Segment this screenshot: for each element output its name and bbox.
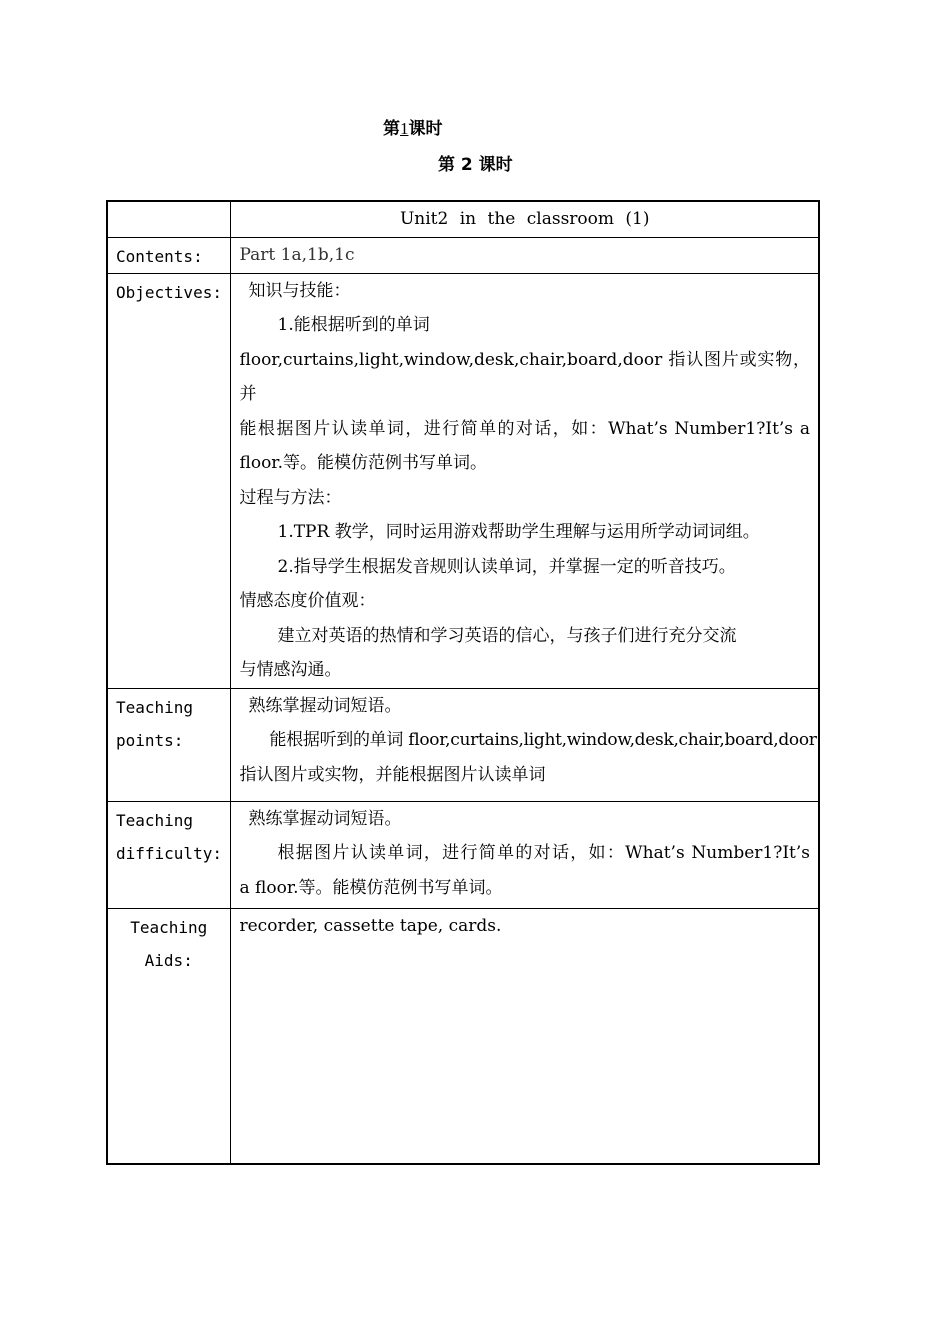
title-label-cell: [107, 201, 230, 237]
objectives-section1-line4: floor.等。能模仿范例书写单词。: [239, 453, 487, 473]
objectives-section3-line2: 与情感沟通。: [239, 660, 342, 680]
teaching-points-label-line2: points:: [116, 730, 184, 750]
lesson-heading-number: 1: [400, 119, 409, 138]
teaching-difficulty-line3: a floor.等。能模仿范例书写单词。: [239, 877, 503, 898]
contents-row: [107, 237, 819, 273]
teaching-points-row: [107, 688, 819, 801]
teaching-aids-value: recorder, cassette tape, cards.: [230, 908, 819, 1164]
teaching-points-content: [230, 688, 819, 801]
objectives-section2-item1: 1.TPR 教学，同时运用游戏帮助学生理解与运用所学动词词组。: [277, 522, 760, 542]
teaching-aids-row: [107, 908, 819, 1164]
objectives-section1-line2: floor,curtains,light,window,desk,chair,board,door 指认图片或实物，并: [239, 349, 810, 404]
teaching-aids-label-line1: Teaching: [130, 917, 208, 937]
objectives-section1-item1: 1.能根据听到的单词: [277, 315, 430, 335]
teaching-points-line1: 熟练掌握动词短语。: [248, 695, 402, 716]
teaching-difficulty-label-line1: Teaching: [116, 810, 194, 830]
lesson-heading-2: 第 2 课时: [438, 155, 513, 175]
teaching-difficulty-label: [107, 801, 230, 908]
objectives-row: [107, 273, 819, 688]
teaching-aids-label: [107, 908, 230, 1164]
teaching-difficulty-row: [107, 801, 819, 908]
teaching-points-label-line1: Teaching: [116, 697, 194, 717]
objectives-section1-line3: 能根据图片认读单词，进行简单的对话，如：What’s Number1?It’s a: [239, 418, 810, 439]
contents-label: Contents:: [107, 237, 230, 273]
objectives-content: [230, 273, 819, 688]
lesson-heading-1: [383, 119, 443, 139]
title-row: [107, 201, 819, 237]
teaching-points-label: [107, 688, 230, 801]
teaching-difficulty-line1: 熟练掌握动词短语。: [248, 808, 402, 829]
teaching-points-line2: 能根据听到的单词 floor,curtains,light,window,desk,chair,board,door: [269, 730, 817, 750]
lesson-heading-prefix: 第: [383, 119, 400, 139]
objectives-section3-title: 情感态度价值观：: [239, 591, 376, 611]
teaching-difficulty-label-line2: difficulty:: [116, 843, 222, 863]
teaching-difficulty-content: [230, 801, 819, 908]
teaching-difficulty-line2: 根据图片认读单词，进行简单的对话，如：What’s Number1?It’s: [277, 843, 810, 863]
contents-value: Part 1a,1b,1c: [230, 237, 819, 273]
unit-title: Unit2 in the classroom (1): [230, 201, 819, 237]
teaching-points-line3: 指认图片或实物，并能根据图片认读单词: [239, 764, 546, 785]
objectives-label: Objectives:: [107, 273, 230, 688]
objectives-section3-line1: 建立对英语的热情和学习英语的信心，与孩子们进行充分交流: [277, 625, 737, 646]
objectives-section1-title: 知识与技能：: [248, 280, 351, 301]
lesson-plan-table: [106, 200, 820, 1165]
teaching-aids-label-line2: Aids:: [144, 950, 193, 970]
objectives-section2-title: 过程与方法：: [239, 487, 342, 508]
lesson-heading-suffix: 课时: [408, 119, 443, 139]
objectives-section2-item2: 2.指导学生根据发音规则认读单词，并掌握一定的听音技巧。: [277, 556, 736, 577]
